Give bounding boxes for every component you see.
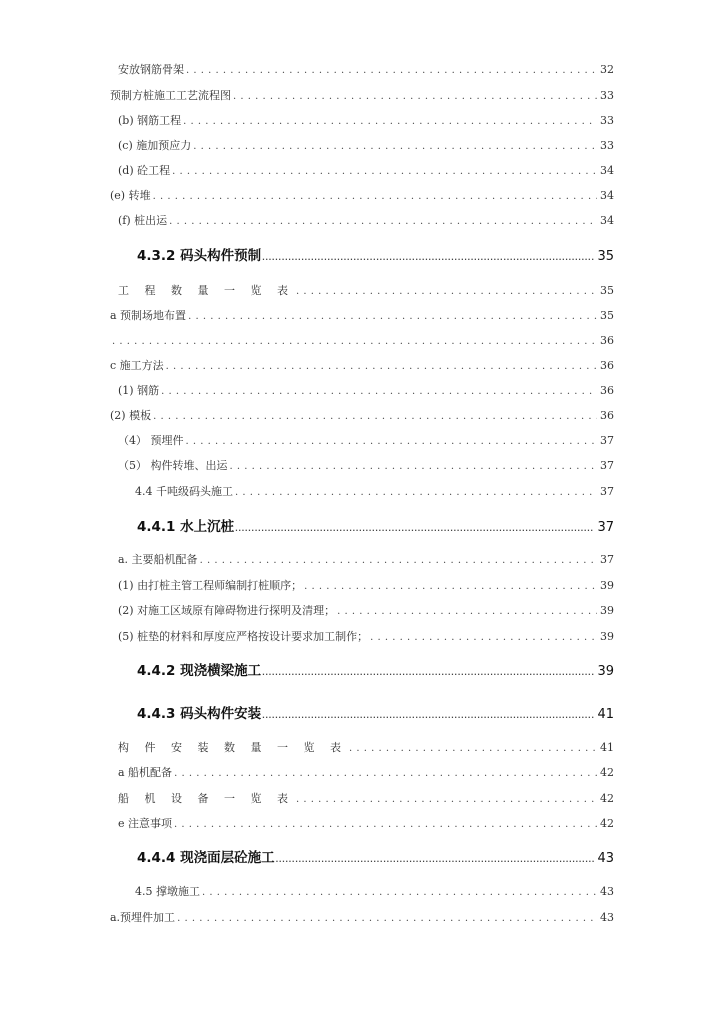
toc-page-number: 35 xyxy=(600,309,614,322)
toc-leader-dots xyxy=(161,385,597,399)
toc-entry[interactable] xyxy=(118,434,614,449)
toc-leader-dots xyxy=(349,742,597,756)
toc-page-number: 43 xyxy=(600,885,614,898)
toc-leader-dots xyxy=(296,793,597,807)
toc-page-number: 33 xyxy=(600,114,614,127)
toc-entry-title: (f) 桩出运 xyxy=(118,214,168,227)
toc-page-number: 36 xyxy=(600,334,614,347)
toc-entry-title: (1) 由打桩主管工程师编制打桩顺序； xyxy=(118,579,303,592)
toc-entry-title: 工 程 数 量 一 览 表 xyxy=(118,284,294,297)
toc-leader-dots xyxy=(202,886,597,900)
toc-page-number: 39 xyxy=(597,664,614,679)
toc-entry-title: a.预埋件加工 xyxy=(110,911,176,924)
toc-heading-entry[interactable] xyxy=(137,249,614,265)
toc-entry-title: （5） 构件转堆、出运 xyxy=(118,459,228,472)
toc-leader-dots xyxy=(296,285,597,299)
toc-leader-dots xyxy=(337,605,597,619)
toc-entry[interactable] xyxy=(118,817,614,832)
toc-heading-entry[interactable] xyxy=(137,707,614,723)
toc-leader-dots xyxy=(230,460,598,474)
toc-leader-dots xyxy=(193,140,597,154)
toc-entry-title: (e) 转堆 xyxy=(110,189,151,202)
toc-entry[interactable] xyxy=(118,553,614,568)
toc-leader-dots xyxy=(262,709,594,723)
toc-page-number: 43 xyxy=(597,851,614,866)
toc-entry-title: (d) 砼工程 xyxy=(118,164,171,177)
toc-leader-dots xyxy=(186,435,598,449)
toc-page-number: 37 xyxy=(600,485,614,498)
toc-entry[interactable] xyxy=(118,741,614,756)
toc-entry-title: （4） 预埋件 xyxy=(118,434,184,447)
toc-leader-dots xyxy=(235,486,597,500)
toc-entry-title: (2) 对施工区域原有障碍物进行探明及清理； xyxy=(118,604,336,617)
toc-leader-dots xyxy=(370,631,597,645)
toc-entry-title: (c) 施加预应力 xyxy=(118,139,192,152)
toc-leader-dots xyxy=(174,767,597,781)
toc-entry[interactable] xyxy=(118,139,614,154)
toc-page-number: 36 xyxy=(600,359,614,372)
toc-page-number: 37 xyxy=(600,553,614,566)
toc-page-number: 32 xyxy=(600,63,614,76)
toc-entry[interactable] xyxy=(118,792,614,807)
toc-entry[interactable] xyxy=(110,409,614,424)
toc-entry-title: (2) 模板 xyxy=(110,409,152,422)
toc-entry[interactable] xyxy=(110,911,614,926)
toc-leader-dots xyxy=(262,251,594,265)
toc-entry[interactable] xyxy=(110,89,614,104)
toc-page-number: 33 xyxy=(600,89,614,102)
toc-page-number: 34 xyxy=(600,164,614,177)
toc-entry-title: (1) 钢筋 xyxy=(118,384,160,397)
toc-page-number: 42 xyxy=(600,792,614,805)
toc-leader-dots xyxy=(172,165,597,179)
toc-page-number: 43 xyxy=(600,911,614,924)
toc-entry-title: c 施工方法 xyxy=(110,359,164,372)
toc-leader-dots xyxy=(186,64,597,78)
toc-leader-dots xyxy=(166,360,597,374)
toc-page-number: 36 xyxy=(600,384,614,397)
toc-page-number: 35 xyxy=(597,249,614,264)
toc-leader-dots xyxy=(177,912,597,926)
toc-entry-title: 船 机 设 备 一 览 表 xyxy=(118,792,294,805)
toc-entry-title: 4.5 撑墩施工 xyxy=(135,885,200,898)
toc-page-number: 37 xyxy=(597,520,614,535)
toc-heading-title: 4.4.2 现浇横梁施工 xyxy=(137,663,262,679)
toc-entry-title: (5) 桩垫的材料和厚度应严格按设计要求加工制作； xyxy=(118,630,369,643)
toc-page-number: 33 xyxy=(600,139,614,152)
toc-entry-title: a 船机配备 xyxy=(118,766,173,779)
toc-heading-entry[interactable] xyxy=(137,520,614,536)
toc-page-number: 37 xyxy=(600,434,614,447)
toc-entry[interactable] xyxy=(135,485,614,500)
toc-heading-title: 4.4.1 水上沉桩 xyxy=(137,519,235,535)
toc-page-number: 41 xyxy=(600,741,614,754)
toc-page-number: 34 xyxy=(600,189,614,202)
toc-leader-dots xyxy=(153,190,597,204)
toc-entry[interactable] xyxy=(110,334,614,349)
toc-heading-entry[interactable] xyxy=(137,664,614,680)
toc-entry-title: 安放钢筋骨架 xyxy=(118,63,184,76)
toc-entry[interactable] xyxy=(118,630,614,645)
toc-leader-dots xyxy=(174,818,597,832)
toc-heading-title: 4.4.3 码头构件安装 xyxy=(137,706,262,722)
toc-entry[interactable] xyxy=(118,459,614,474)
toc-leader-dots xyxy=(112,335,597,349)
toc-entry-title: e 注意事项 xyxy=(118,817,173,830)
toc-entry[interactable] xyxy=(118,114,614,129)
toc-heading-title: 4.4.4 现浇面层砼施工 xyxy=(137,850,275,866)
toc-entry[interactable] xyxy=(118,284,614,299)
toc-entry-title: 构 件 安 装 数 量 一 览 表 xyxy=(118,741,347,754)
toc-leader-dots xyxy=(262,666,594,680)
toc-entry[interactable] xyxy=(118,63,614,78)
toc-entry-title: a. 主要船机配备 xyxy=(118,553,198,566)
toc-entry[interactable] xyxy=(110,359,614,374)
toc-leader-dots xyxy=(276,853,595,867)
toc-page-number: 39 xyxy=(600,579,614,592)
toc-entry[interactable] xyxy=(135,885,614,900)
toc-leader-dots xyxy=(235,522,594,536)
toc-leader-dots xyxy=(169,215,597,229)
toc-entry[interactable] xyxy=(118,384,614,399)
toc-page-number: 36 xyxy=(600,409,614,422)
toc-heading-title: 4.3.2 码头构件预制 xyxy=(137,248,262,264)
toc-entry[interactable] xyxy=(110,189,614,204)
toc-leader-dots xyxy=(233,90,597,104)
toc-entry[interactable] xyxy=(118,604,614,619)
toc-entry-title: 预制方桩施工工艺流程图 xyxy=(110,89,231,102)
toc-entry[interactable] xyxy=(110,309,614,324)
toc-heading-entry[interactable] xyxy=(137,851,614,867)
toc-page-number: 35 xyxy=(600,284,614,297)
toc-page-number: 34 xyxy=(600,214,614,227)
toc-leader-dots xyxy=(304,580,597,594)
toc-entry-title: (b) 钢筋工程 xyxy=(118,114,182,127)
toc-leader-dots xyxy=(200,554,597,568)
toc-leader-dots xyxy=(153,410,597,424)
toc-leader-dots xyxy=(183,115,597,129)
toc-page-number: 42 xyxy=(600,766,614,779)
toc-page-number: 39 xyxy=(600,604,614,617)
toc-page-number: 39 xyxy=(600,630,614,643)
toc-entry[interactable] xyxy=(118,214,614,229)
toc-entry[interactable] xyxy=(118,579,614,594)
toc-page-number: 42 xyxy=(600,817,614,830)
toc-page-number: 37 xyxy=(600,459,614,472)
toc-entry-title: 4.4 千吨级码头施工 xyxy=(135,485,233,498)
toc-page-number: 41 xyxy=(597,707,614,722)
toc-entry-title: a 预制场地布置 xyxy=(110,309,187,322)
toc-leader-dots xyxy=(188,310,597,324)
toc-entry[interactable] xyxy=(118,164,614,179)
toc-entry[interactable] xyxy=(118,766,614,781)
